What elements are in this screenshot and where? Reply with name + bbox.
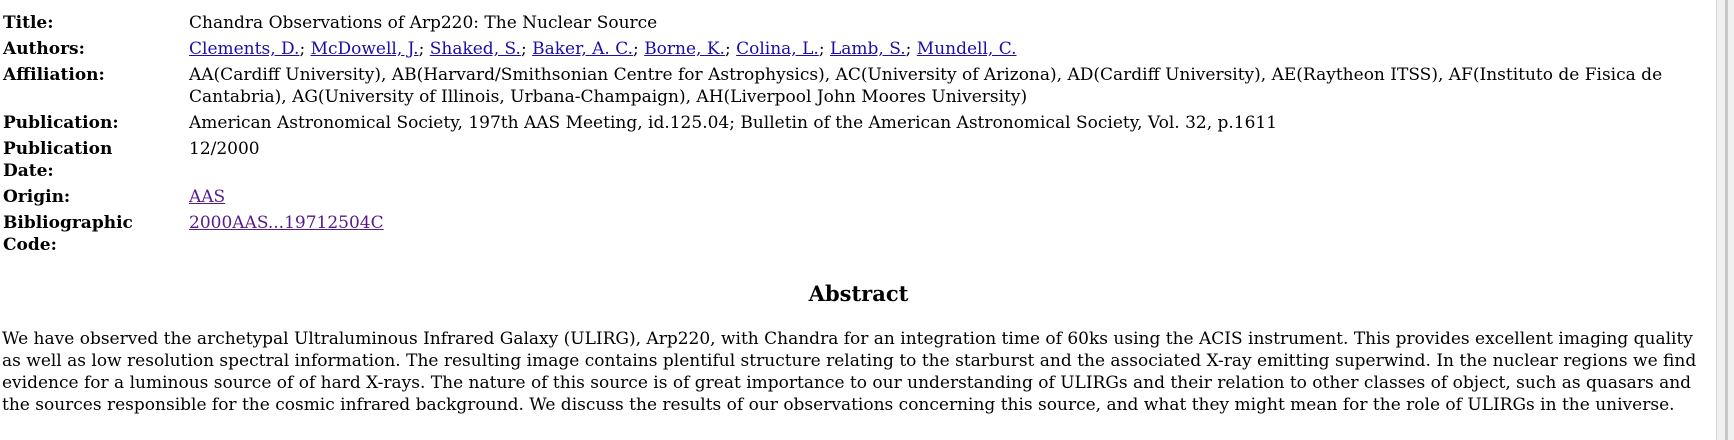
bibcode-label: Bibliographic Code: bbox=[3, 213, 133, 255]
author-link[interactable]: McDowell, J. bbox=[310, 39, 419, 59]
author-separator: ; bbox=[633, 39, 645, 59]
affiliation-value: AA(Cardiff University), AB(Harvard/Smithsonian Centre for Astrophysics), AC(University of Arizona), AD(Cardiff University), AE(Raytheon ITSS), AF(Instituto de Fisica de Cantabria), AG(University of Illinois, Urbana-Champaign), AH(Liverpool John Moores University) bbox=[189, 65, 1663, 107]
author-separator: ; bbox=[724, 39, 737, 59]
bibcode-link[interactable]: 2000AAS...19712504C bbox=[189, 213, 384, 233]
abstract-body: We have observed the archetypal Ultraluminous Infrared Galaxy (ULIRG), Arp220, with Chandra for an integration time of 60ks using the ACIS instrument. This provides excellent imaging quality as well as low resolution spectral information. The resulting image contains plentiful structure relating to the starburst and the associated X-ray emitting superwind. In the nuclear regions we find evidence for a luminous source of of hard X-rays. The nature of this source is of great importance to our understanding of ULIRGs and their relation to other classes of object, such as quasars and the sources responsible for the cosmic infrared background. We discuss the results of our observations concerning this source, and what they might mean for the role of ULIRGs in the universe. bbox=[2, 329, 1697, 415]
origin-value-cell bbox=[189, 186, 1699, 212]
author-link[interactable]: Baker, A. C. bbox=[532, 39, 634, 59]
authors-label: Authors: bbox=[3, 39, 85, 59]
record-metadata-table bbox=[3, 12, 1699, 260]
authors-list bbox=[189, 38, 1699, 64]
author-separator: ; bbox=[520, 39, 533, 59]
bibcode-row bbox=[3, 212, 1699, 260]
affiliation-row bbox=[3, 64, 1699, 112]
author-link[interactable]: Shaked, S. bbox=[429, 39, 521, 59]
author-link[interactable]: Borne, K. bbox=[644, 39, 725, 59]
title-value: Chandra Observations of Arp220: The Nuclear Source bbox=[189, 13, 658, 33]
affiliation-label: Affiliation: bbox=[3, 65, 105, 85]
origin-label: Origin: bbox=[3, 187, 71, 207]
author-separator: ; bbox=[299, 39, 311, 59]
origin-row bbox=[3, 186, 1699, 212]
bibcode-value-cell bbox=[189, 212, 1699, 260]
author-link[interactable]: Lamb, S. bbox=[829, 39, 906, 59]
publication-label: Publication: bbox=[3, 113, 119, 133]
author-separator: ; bbox=[818, 39, 830, 59]
author-link[interactable]: Clements, D. bbox=[189, 39, 300, 59]
scrollbar-thumb[interactable] bbox=[1725, 0, 1728, 440]
publication-date-row bbox=[3, 138, 1699, 186]
title-row bbox=[3, 12, 1699, 38]
abstract-heading: Abstract bbox=[808, 281, 909, 306]
publication-date-label-cell bbox=[3, 138, 189, 186]
author-link[interactable]: Mundell, C. bbox=[916, 39, 1017, 59]
publication-value: American Astronomical Society, 197th AAS Meeting, id.125.04; Bulletin of the American Astronomical Society, Vol. 32, p.1611 bbox=[189, 113, 1278, 133]
publication-row bbox=[3, 112, 1699, 138]
vertical-scrollbar[interactable] bbox=[1716, 0, 1734, 440]
bibcode-label-cell bbox=[3, 212, 189, 260]
author-separator: ; bbox=[905, 39, 917, 59]
publication-date-label: Publication Date: bbox=[3, 139, 113, 181]
publication-date-value: 12/2000 bbox=[189, 139, 260, 159]
author-separator: ; bbox=[418, 39, 430, 59]
authors-row bbox=[3, 38, 1699, 64]
origin-link[interactable]: AAS bbox=[189, 187, 226, 207]
author-link[interactable]: Colina, L. bbox=[736, 39, 819, 59]
title-label: Title: bbox=[3, 13, 54, 33]
